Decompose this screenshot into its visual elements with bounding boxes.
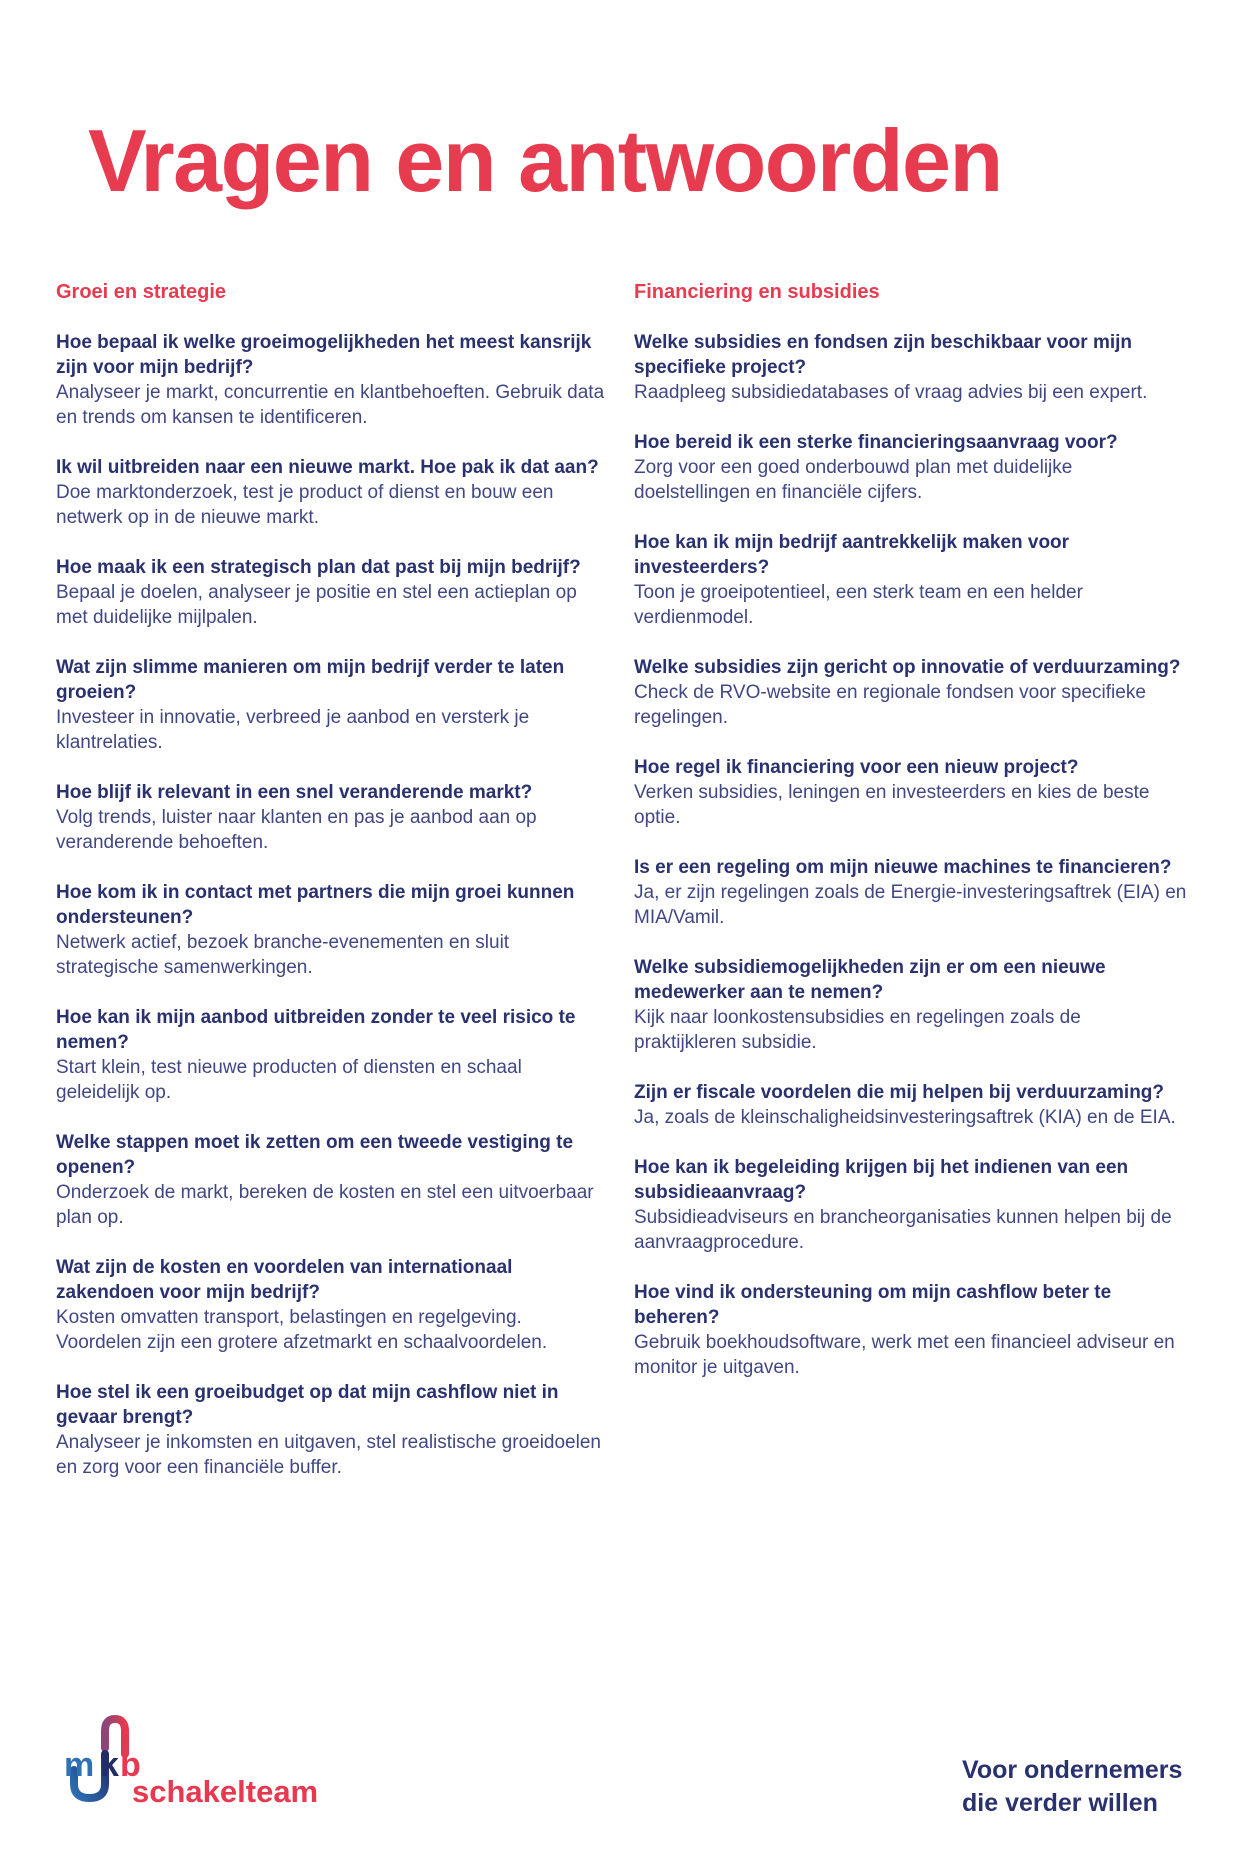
answer: Onderzoek de markt, bereken de kosten en stel een uitvoerbaar plan op. xyxy=(56,1182,594,1228)
answer: Kijk naar loonkostensubsidies en regelingen zoals de praktijkleren subsidie. xyxy=(634,1007,1081,1053)
qa-item xyxy=(56,1130,610,1230)
question: Hoe blijf ik relevant in een snel veranderende markt? xyxy=(56,782,533,803)
answer: Doe marktonderzoek, test je product of dienst en bouw een netwerk op in de nieuwe markt. xyxy=(56,482,554,528)
answer: Netwerk actief, bezoek branche-evenementen en sluit strategische samenwerkingen. xyxy=(56,932,510,978)
qa-item xyxy=(634,530,1188,630)
qa-item xyxy=(56,555,610,630)
question: Hoe vind ik ondersteuning om mijn cashflow beter te beheren? xyxy=(634,1282,1112,1328)
answer: Start klein, test nieuwe producten of diensten en schaal geleidelijk op. xyxy=(56,1057,522,1103)
question: Wat zijn slimme manieren om mijn bedrijf verder te laten groeien? xyxy=(56,657,565,703)
answer: Analyseer je markt, concurrentie en klantbehoeften. Gebruik data en trends om kansen te identificeren. xyxy=(56,382,605,428)
logo-letter-b: b xyxy=(120,1746,141,1784)
question: Hoe bepaal ik welke groeimogelijkheden het meest kansrijk zijn voor mijn bedrijf? xyxy=(56,332,592,378)
qa-item xyxy=(56,330,610,430)
question: Welke subsidies zijn gericht op innovatie of verduurzaming? xyxy=(634,657,1181,678)
qa-item xyxy=(56,1380,610,1480)
column-financiering-en-subsidies xyxy=(634,280,1188,1505)
question: Hoe maak ik een strategisch plan dat past bij mijn bedrijf? xyxy=(56,557,581,578)
logo-letter-k: k xyxy=(100,1746,119,1784)
answer: Ja, er zijn regelingen zoals de Energie-investeringsaftrek (EIA) en MIA/Vamil. xyxy=(634,882,1187,928)
answer: Bepaal je doelen, analyseer je positie en stel een actieplan op met duidelijke mijlpalen. xyxy=(56,582,577,628)
mkb-schakelteam-logo xyxy=(56,1712,346,1816)
answer: Check de RVO-website en regionale fondsen voor specifieke regelingen. xyxy=(634,682,1146,728)
qa-item xyxy=(56,780,610,855)
answer: Analyseer je inkomsten en uitgaven, stel realistische groeidoelen en zorg voor een financiële buffer. xyxy=(56,1432,601,1478)
question: Ik wil uitbreiden naar een nieuwe markt. Hoe pak ik dat aan? xyxy=(56,457,599,478)
answer: Zorg voor een goed onderbouwd plan met duidelijke doelstellingen en financiële cijfers. xyxy=(634,457,1073,503)
answer: Subsidieadviseurs en brancheorganisaties kunnen helpen bij de aanvraagprocedure. xyxy=(634,1207,1172,1253)
section-heading: Groei en strategie xyxy=(56,281,227,303)
logo-wordmark: schakelteam xyxy=(132,1774,319,1809)
question: Welke subsidies en fondsen zijn beschikbaar voor mijn specifieke project? xyxy=(634,332,1133,378)
answer: Volg trends, luister naar klanten en pas je aanbod aan op veranderende behoeften. xyxy=(56,807,537,853)
qa-item xyxy=(634,1155,1188,1255)
question: Hoe bereid ik een sterke financieringsaanvraag voor? xyxy=(634,432,1118,453)
question: Hoe kan ik mijn bedrijf aantrekkelijk maken voor investeerders? xyxy=(634,532,1070,578)
answer: Verken subsidies, leningen en investeerders en kies de beste optie. xyxy=(634,782,1150,828)
question: Hoe kan ik begeleiding krijgen bij het indienen van een subsidieaanvraag? xyxy=(634,1157,1129,1203)
qa-item xyxy=(634,1280,1188,1380)
answer: Investeer in innovatie, verbreed je aanbod en versterk je klantrelaties. xyxy=(56,707,530,753)
qa-item xyxy=(634,955,1188,1055)
question: Hoe kom ik in contact met partners die mijn groei kunnen ondersteunen? xyxy=(56,882,575,928)
question: Zijn er fiscale voordelen die mij helpen bij verduurzaming? xyxy=(634,1082,1165,1103)
answer: Ja, zoals de kleinschaligheidsinvesteringsaftrek (KIA) en de EIA. xyxy=(634,1107,1176,1128)
question: Is er een regeling om mijn nieuwe machines te financieren? xyxy=(634,857,1172,878)
qa-item xyxy=(634,855,1188,930)
logo-letter-m: m xyxy=(64,1746,95,1784)
question: Hoe stel ik een groeibudget op dat mijn cashflow niet in gevaar brengt? xyxy=(56,1382,559,1428)
qa-item xyxy=(634,1080,1188,1130)
qa-item xyxy=(56,1005,610,1105)
footer-tagline xyxy=(962,1754,1182,1820)
qa-item xyxy=(56,655,610,755)
section-heading: Financiering en subsidies xyxy=(634,281,880,303)
question: Hoe regel ik financiering voor een nieuw project? xyxy=(634,757,1079,778)
qa-item xyxy=(634,330,1188,405)
tagline-line-2: die verder willen xyxy=(962,1789,1158,1817)
column-groei-en-strategie xyxy=(56,280,610,1505)
question: Hoe kan ik mijn aanbod uitbreiden zonder te veel risico te nemen? xyxy=(56,1007,576,1053)
answer: Toon je groeipotentieel, een sterk team en een helder verdienmodel. xyxy=(634,582,1083,628)
page-title: Vragen en antwoorden xyxy=(88,111,1002,210)
qa-item xyxy=(634,430,1188,505)
faq-columns xyxy=(56,280,1188,1505)
qa-item xyxy=(56,1255,610,1355)
tagline-line-1: Voor ondernemers xyxy=(962,1756,1183,1784)
qa-item xyxy=(634,755,1188,830)
qa-item xyxy=(56,455,610,530)
answer: Raadpleeg subsidiedatabases of vraag advies bij een expert. xyxy=(634,382,1148,403)
question: Welke stappen moet ik zetten om een tweede vestiging te openen? xyxy=(56,1132,574,1178)
answer: Kosten omvatten transport, belastingen en regelgeving. Voordelen zijn een grotere afzetmarkt en schaalvoordelen. xyxy=(56,1307,548,1353)
qa-item xyxy=(56,880,610,980)
qa-item xyxy=(634,655,1188,730)
answer: Gebruik boekhoudsoftware, werk met een financieel adviseur en monitor je uitgaven. xyxy=(634,1332,1175,1378)
question: Welke subsidiemogelijkheden zijn er om een nieuwe medewerker aan te nemen? xyxy=(634,957,1106,1003)
question: Wat zijn de kosten en voordelen van internationaal zakendoen voor mijn bedrijf? xyxy=(56,1257,513,1303)
